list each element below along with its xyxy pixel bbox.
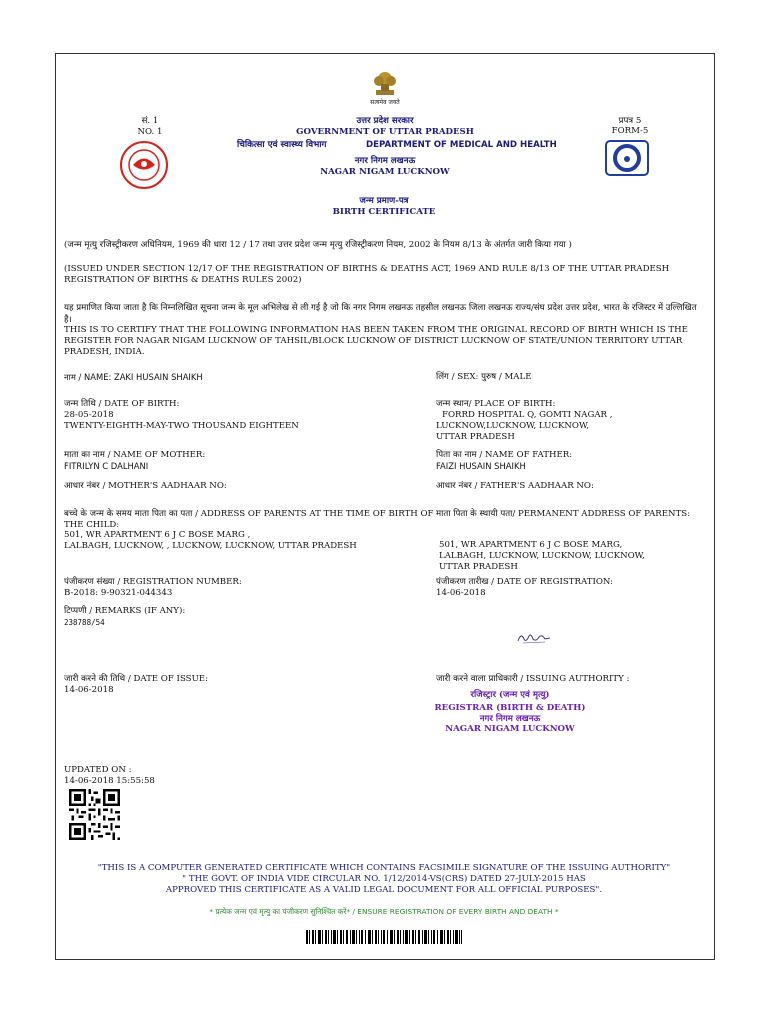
permanent-address-line3: UTTAR PRADESH (439, 562, 518, 572)
remarks-label: टिप्पणी / REMARKS (IF ANY): (64, 606, 186, 616)
updated-on-value: 14-06-2018 15:55:58 (64, 776, 155, 786)
govt-title-hindi: उत्तर प्रदेश सरकार (356, 116, 414, 126)
qr-code-icon (68, 789, 121, 840)
place-of-birth-line3: UTTAR PRADESH (436, 432, 515, 442)
dob-words: TWENTY-EIGHTH-MAY-TWO THOUSAND EIGHTEEN (64, 421, 299, 431)
emblem-caption: सत्यमेव जयते (370, 99, 400, 106)
issued-under-hindi: (जन्म मृत्यु रजिस्ट्रीकरण अधिनियम, 1969 की धारा 12 / 17 तथा उत्तर प्रदेश जन्म मृत्यु रजिस्ट्रीकरण नियम, 2002 के नियम 8/13 के अंतर्गत जारी किया गया ) (64, 240, 572, 250)
father-aadhaar-label: आधार नंबर / FATHER'S AADHAAR NO: (436, 481, 594, 491)
dept-title-english: DEPARTMENT OF MEDICAL AND HEALTH (366, 140, 557, 150)
registrar-english: REGISTRAR (BIRTH & DEATH) (434, 703, 586, 713)
state-emblem-icon (370, 68, 400, 100)
footer-line-1: "THIS IS A COMPUTER GENERATED CERTIFICATE WHICH CONTAINS FACSIMILE SIGNATURE OF THE ISSUING AUTHORITY" (97, 863, 671, 873)
issuing-authority-label: जारी करने वाला प्राधिकारी / ISSUING AUTHORITY : (436, 674, 630, 684)
registrar-signature (515, 630, 555, 646)
issued-under-english: (ISSUED UNDER SECTION 12/17 OF THE REGISTRATION OF BIRTHS & DEATHS ACT, 1969 AND RULE 8/13 OF THE UTTAR PRADESH REGISTRATION OF BIRTHS & DEATHS RULES 2002) (64, 264, 670, 285)
mother-name-label: माता का नाम / NAME OF MOTHER: (64, 450, 206, 460)
address-at-birth-label: बच्चे के जन्म के समय माता पिता का पता / ADDRESS OF PARENTS AT THE TIME OF BIRTH OF THE CHILD: (64, 509, 434, 530)
registration-date-label: पंजीकरण तारीख / DATE OF REGISTRATION: (436, 577, 614, 587)
certificate-title-hindi: जन्म प्रमाण-पत्र (359, 196, 409, 206)
certificate-title-english: BIRTH CERTIFICATE (332, 207, 436, 217)
mother-aadhaar-label: आधार नंबर / MOTHER'S AADHAAR NO: (64, 481, 227, 491)
serial-no-hindi: सं. 1 (141, 116, 159, 126)
updated-on-label: UPDATED ON : (64, 765, 132, 775)
nigam-english: NAGAR NIGAM LUCKNOW (320, 167, 450, 177)
remarks-value: 238788/54 (64, 618, 105, 627)
registration-number-value: B-2018: 9-90321-044343 (64, 588, 173, 598)
certify-english: THIS IS TO CERTIFY THAT THE FOLLOWING INFORMATION HAS BEEN TAKEN FROM THE ORIGINAL RECORD OF BIRTH WHICH IS THE REGISTER FOR NAGAR NIGAM LUCKNOW OF TAHSIL/BLOCK LUCKNOW OF DISTRICT LUCKNOW OF STATE/UNION TERRITORY UTTAR PRADESH, INDIA. (64, 325, 688, 357)
footer-line-2: " THE GOVT. OF INDIA VIDE CIRCULAR NO. 1/12/2014-VS(CRS) DATED 27-JULY-2015 HAS (182, 874, 586, 884)
registration-logo-icon (605, 140, 649, 176)
registration-date-value: 14-06-2018 (436, 588, 486, 598)
nigam-hindi: नगर निगम लखनऊ (354, 156, 416, 166)
dob-value: 28-05-2018 (64, 410, 114, 420)
up-government-seal-icon (119, 140, 169, 190)
barcode-icon (306, 929, 462, 943)
permanent-address-line2: LALBAGH, LUCKNOW, LUCKNOW, LUCKNOW, (439, 551, 645, 561)
issue-date-value: 14-06-2018 (64, 685, 114, 695)
registrar-hindi: रजिस्ट्रार (जन्म एवं मृत्यु) (470, 690, 550, 700)
serial-no-english: NO. 1 (137, 127, 163, 137)
father-name-value: FAIZI HUSAIN SHAIKH (436, 461, 526, 471)
address-at-birth-line1: 501, WR APARTMENT 6 J C BOSE MARG , (64, 530, 251, 540)
registrar-nigam-hindi: नगर निगम लखनऊ (479, 714, 541, 724)
permanent-address-line1: 501, WR APARTMENT 6 J C BOSE MARG, (439, 540, 623, 550)
father-name-label: पिता का नाम / NAME OF FATHER: (436, 450, 573, 460)
mother-name-value: FITRILYN C DALHANI (64, 461, 149, 471)
place-of-birth-label: जन्म स्थान/ PLACE OF BIRTH: (436, 399, 556, 409)
registration-number-label: पंजीकरण संख्या / REGISTRATION NUMBER: (64, 577, 242, 587)
certify-hindi: यह प्रमाणित किया जाता है कि निम्नलिखित सूचना जन्म के मूल अभिलेख से ली गई है जो कि नगर निगम लखनऊ तहसील लखनऊ जिला लखनऊ राज्य/संघ प्रदेश उत्तर प्रदेश, भारत के रजिस्टर में उल्लिखित है। (64, 303, 697, 325)
child-name: नाम / NAME: ZAKI HUSAIN SHAIKH (64, 372, 203, 382)
issue-date-label: जारी करने की तिथि / DATE OF ISSUE: (64, 674, 208, 684)
form-no-english: FORM-5 (611, 126, 649, 136)
form-no-hindi: प्रपत्र 5 (618, 116, 642, 126)
place-of-birth-line1: FORRD HOSPITAL Q, GOMTI NAGAR , (442, 410, 613, 420)
registrar-nigam-english: NAGAR NIGAM LUCKNOW (445, 724, 575, 734)
dept-title-hindi: चिकित्सा एवं स्वास्थ्य विभाग (237, 140, 327, 150)
sex: लिंग / SEX: पुरुष / MALE (436, 372, 532, 382)
permanent-address-label: माता पिता के स्थायी पता/ PERMANENT ADDRESS OF PARENTS: (436, 509, 691, 519)
dob-label: जन्म तिथि / DATE OF BIRTH: (64, 399, 180, 409)
footer-line-3: APPROVED THIS CERTIFICATE AS A VALID LEGAL DOCUMENT FOR ALL OFFICIAL PURPOSES". (165, 885, 603, 895)
footer-slogan: * प्रत्येक जन्म एवं मृत्यु का पंजीकरण सुनिश्चित करें* / ENSURE REGISTRATION OF EVERY BIRTH AND DEATH * (209, 907, 559, 916)
govt-title-english: GOVERNMENT OF UTTAR PRADESH (296, 127, 474, 137)
place-of-birth-line2: LUCKNOW,LUCKNOW, LUCKNOW, (436, 421, 590, 431)
address-at-birth-line2: LALBAGH, LUCKNOW, , LUCKNOW, LUCKNOW, UTTAR PRADESH (64, 541, 357, 551)
